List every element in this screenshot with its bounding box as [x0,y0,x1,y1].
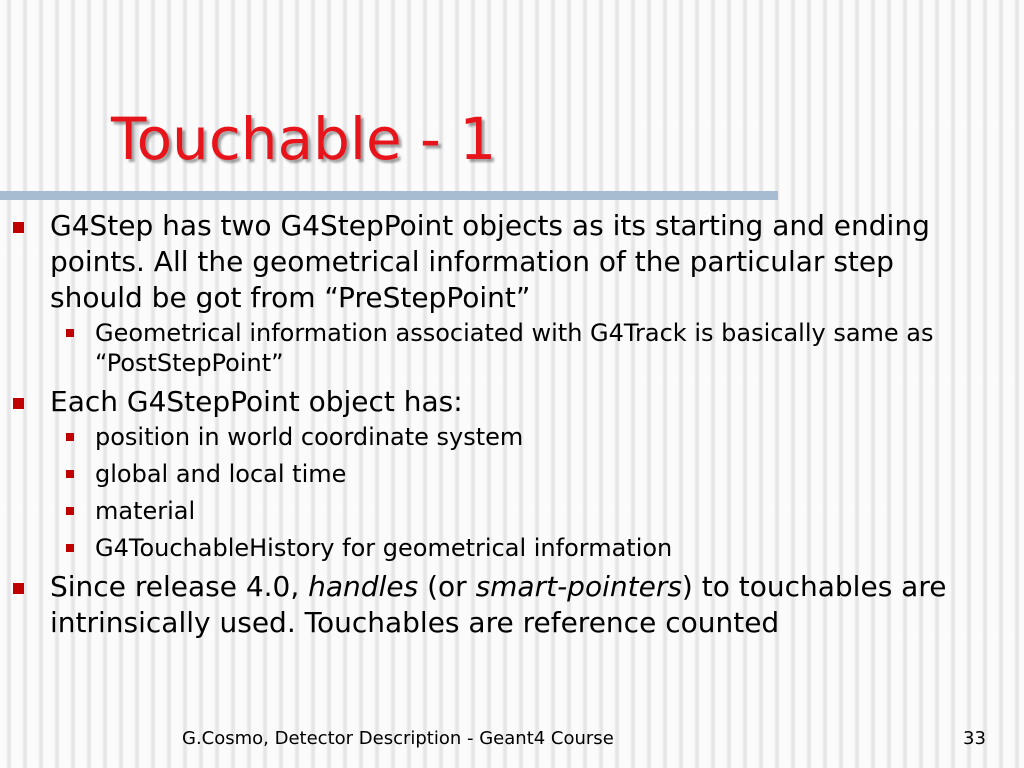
sub-bullet-text: global and local time [95,460,347,488]
square-bullet-icon [66,433,74,441]
bullet-text: G4Step has two G4StepPoint objects as its starting and ending points. All the geometrical information of the particular step should be got from “PreStepPoint” [50,209,930,314]
bullet-item [0,569,980,641]
slide-footer: G.Cosmo, Detector Description - Geant4 Course [182,728,614,749]
sub-bullet-item [0,318,975,378]
square-bullet-icon [13,583,24,594]
slide-body [0,208,1024,643]
sub-bullet-text: G4TouchableHistory for geometrical information [95,534,673,562]
square-bullet-icon [13,398,24,409]
emphasis-smart-pointers: smart-pointers [475,570,682,603]
bullet-item [0,384,980,420]
slide-title: Touchable - 1 [111,105,497,173]
sub-bullet-item [0,496,975,526]
title-divider [0,191,778,200]
square-bullet-icon [66,470,74,478]
bullet-item [0,208,980,316]
emphasis-handles: handles [308,570,419,603]
sub-bullet-item [0,533,975,563]
bullet-text-part: ) to touchables are intrinsically used. Touchables are reference counted [50,570,947,639]
sub-bullet-text: position in world coordinate system [95,423,524,451]
bullet-text: Each G4StepPoint object has: [50,385,463,418]
sub-bullet-text: material [95,497,196,525]
sub-bullet-item [0,422,975,452]
page-number: 33 [963,728,986,749]
bullet-text-part: (or [418,570,476,603]
square-bullet-icon [66,507,74,515]
sub-bullet-item [0,459,975,489]
bullet-text [50,570,946,639]
sub-bullet-text: Geometrical information associated with G4Track is basically same as “PostStepPoint” [95,319,934,377]
square-bullet-icon [13,222,24,233]
bullet-text-part: Since release 4.0, [50,570,309,603]
square-bullet-icon [66,329,74,337]
square-bullet-icon [66,544,74,552]
